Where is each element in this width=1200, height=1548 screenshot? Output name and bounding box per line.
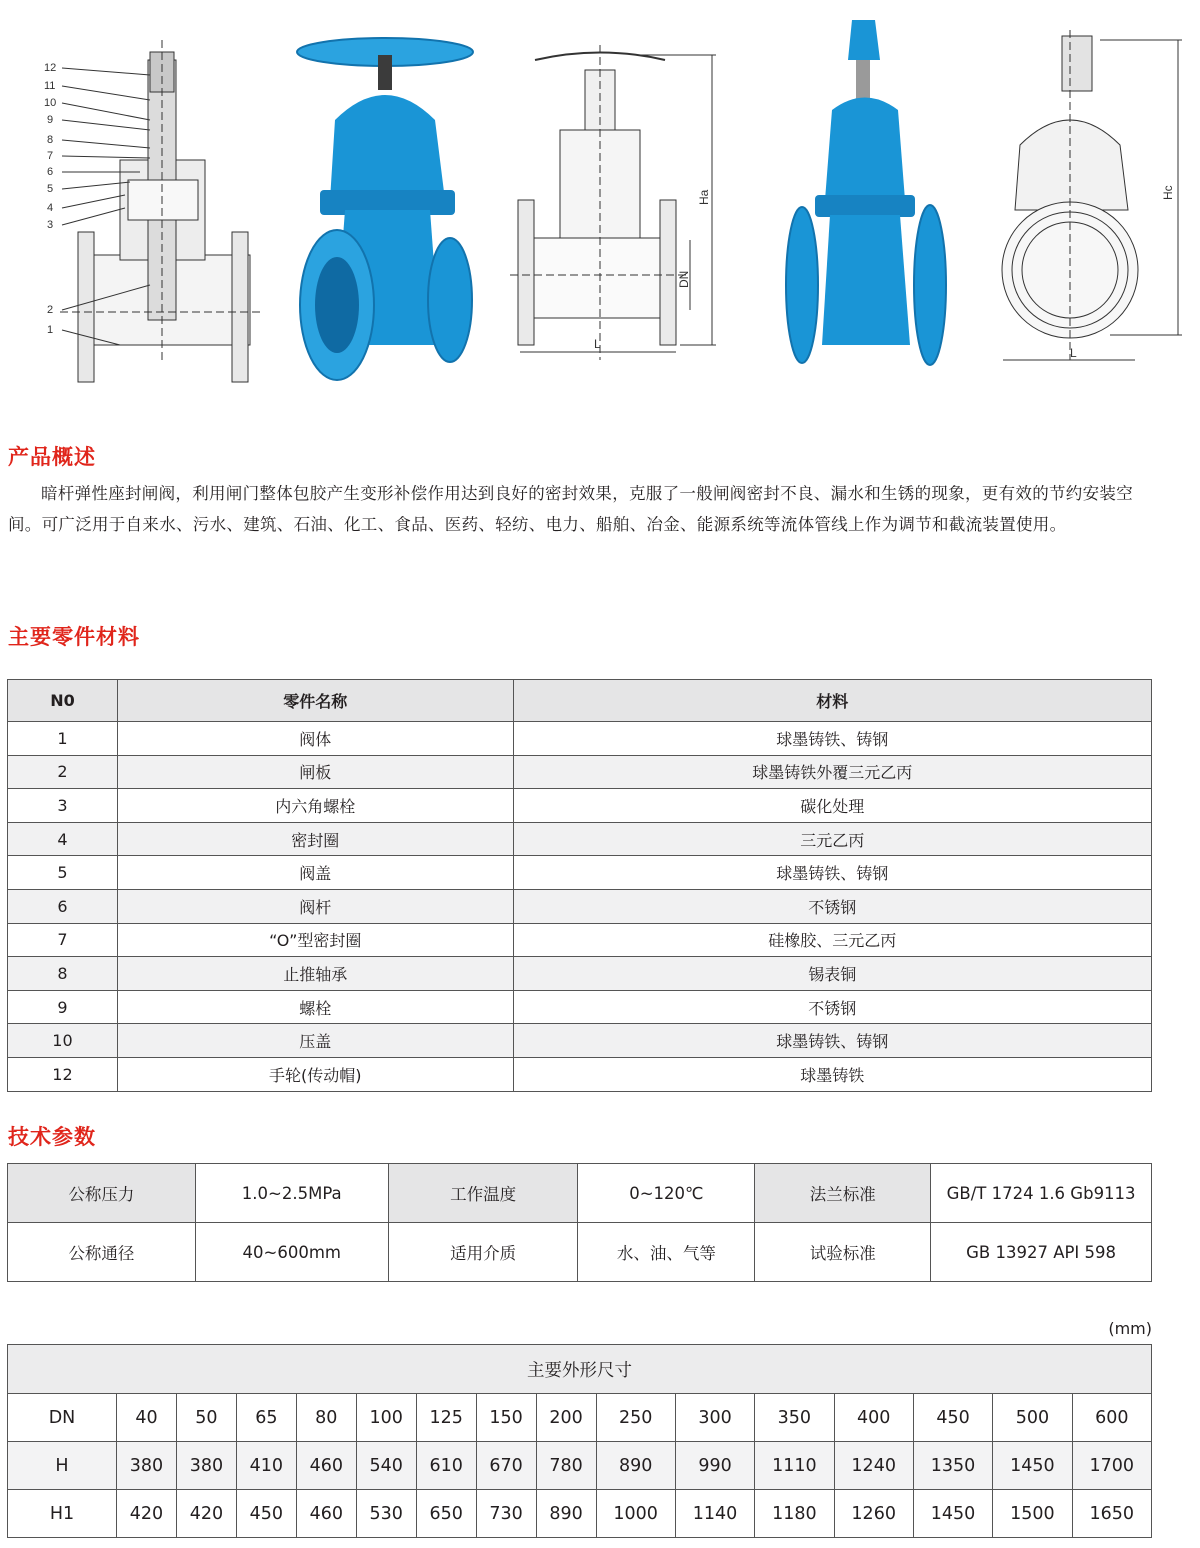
valve-photo-cap (786, 20, 946, 365)
part-name: 密封圈 (117, 822, 513, 856)
dims-cell: 1260 (834, 1490, 913, 1538)
dims-cell: 1180 (755, 1490, 834, 1538)
dims-cell: 420 (117, 1490, 177, 1538)
dims-cell: 670 (476, 1442, 536, 1490)
part-name: 闸板 (117, 755, 513, 789)
part-no: 9 (8, 990, 118, 1024)
dims-cell: 650 (416, 1490, 476, 1538)
table-row (8, 1394, 1152, 1442)
dims-cell: 420 (176, 1490, 236, 1538)
dim-label-dn: DN (677, 270, 691, 288)
tech-value: GB/T 1724 1.6 Gb9113 (931, 1164, 1152, 1223)
tech-value: 0~120℃ (578, 1164, 755, 1223)
dims-cell: 300 (675, 1394, 754, 1442)
dims-cell: 400 (834, 1394, 913, 1442)
part-no: 4 (8, 822, 118, 856)
tech-label: 公称压力 (8, 1164, 196, 1223)
part-material: 锡表铜 (513, 957, 1151, 991)
part-no: 5 (8, 856, 118, 890)
tech-label: 法兰标准 (755, 1164, 931, 1223)
dims-header-row (8, 1345, 1152, 1394)
part-name: 阀杆 (117, 889, 513, 923)
tech-value: 1.0~2.5MPa (195, 1164, 388, 1223)
tech-heading: 技术参数 (8, 1125, 96, 1149)
dims-cell: 380 (176, 1442, 236, 1490)
dims-cell: 1500 (993, 1490, 1072, 1538)
dims-cell: 50 (176, 1394, 236, 1442)
dims-cell: 1450 (993, 1442, 1072, 1490)
tech-value: GB 13927 API 598 (931, 1223, 1152, 1282)
callout-7: 7 (47, 150, 54, 162)
part-material: 碳化处理 (513, 789, 1151, 823)
dims-cell: 1700 (1072, 1442, 1151, 1490)
sectional-drawing (60, 40, 260, 382)
callout-3: 3 (47, 219, 54, 231)
table-row (8, 1223, 1152, 1282)
part-material: 硅橡胶、三元乙丙 (513, 923, 1151, 957)
callout-2: 2 (47, 304, 54, 316)
dims-cell: 1650 (1072, 1490, 1151, 1538)
tech-value: 40~600mm (195, 1223, 388, 1282)
dims-cell: 990 (675, 1442, 754, 1490)
part-material: 球墨铸铁、铸钢 (513, 722, 1151, 756)
dims-table (7, 1344, 1152, 1538)
dims-cell: 460 (296, 1490, 356, 1538)
table-row (8, 1024, 1152, 1058)
dims-cell: 350 (755, 1394, 834, 1442)
tech-label: 试验标准 (755, 1223, 931, 1282)
dims-cell: 530 (356, 1490, 416, 1538)
tech-label: 适用介质 (388, 1223, 578, 1282)
part-no: 3 (8, 789, 118, 823)
part-name: 压盖 (117, 1024, 513, 1058)
table-row (8, 722, 1152, 756)
dims-cell: 1000 (596, 1490, 675, 1538)
part-name: 阀体 (117, 722, 513, 756)
dims-cell: 380 (117, 1442, 177, 1490)
part-name: 止推轴承 (117, 957, 513, 991)
table-row (8, 755, 1152, 789)
table-row (8, 1490, 1152, 1538)
parts-header-no: N0 (8, 680, 118, 722)
table-row (8, 957, 1152, 991)
callout-12: 12 (44, 62, 57, 74)
callout-8: 8 (47, 134, 54, 146)
dims-cell: 610 (416, 1442, 476, 1490)
dims-cell: 1140 (675, 1490, 754, 1538)
callout-1: 1 (47, 324, 54, 336)
part-no: 10 (8, 1024, 118, 1058)
table-row (8, 789, 1152, 823)
dims-cell: 600 (1072, 1394, 1151, 1442)
table-row (8, 856, 1152, 890)
part-no: 6 (8, 889, 118, 923)
dims-unit: (mm) (1108, 1319, 1152, 1338)
dimension-drawing-hc (1002, 30, 1182, 360)
table-row (8, 889, 1152, 923)
dim-label-hc: Hc (1161, 185, 1175, 200)
parts-header-name: 零件名称 (117, 680, 513, 722)
table-row (8, 1442, 1152, 1490)
part-no: 8 (8, 957, 118, 991)
dims-row-label: H (8, 1442, 117, 1490)
callout-labels (44, 62, 56, 336)
parts-table (7, 679, 1152, 1092)
part-name: “O”型密封圈 (117, 923, 513, 957)
part-material: 球墨铸铁外覆三元乙丙 (513, 755, 1151, 789)
callout-6: 6 (47, 166, 54, 178)
table-row (8, 990, 1152, 1024)
valve-photo-handwheel (297, 38, 473, 380)
tech-label: 工作温度 (388, 1164, 578, 1223)
dims-cell: 100 (356, 1394, 416, 1442)
callout-10: 10 (44, 97, 57, 109)
dims-cell: 460 (296, 1442, 356, 1490)
table-row (8, 822, 1152, 856)
part-name: 内六角螺栓 (117, 789, 513, 823)
dims-cell: 1350 (913, 1442, 992, 1490)
tech-value: 水、油、气等 (578, 1223, 755, 1282)
part-no: 12 (8, 1057, 118, 1091)
dims-cell: 890 (536, 1490, 596, 1538)
product-figures (0, 0, 1200, 400)
part-no: 1 (8, 722, 118, 756)
dims-cell: 1240 (834, 1442, 913, 1490)
callout-9: 9 (47, 114, 54, 126)
callout-4: 4 (47, 202, 54, 214)
dims-cell: 450 (236, 1490, 296, 1538)
dims-cell: 125 (416, 1394, 476, 1442)
dims-cell: 450 (913, 1394, 992, 1442)
part-name: 手轮(传动帽) (117, 1057, 513, 1091)
dims-cell: 540 (356, 1442, 416, 1490)
parts-header-row (8, 680, 1152, 722)
overview-heading: 产品概述 (8, 445, 96, 469)
table-row (8, 923, 1152, 957)
parts-heading: 主要零件材料 (8, 625, 140, 649)
dims-cell: 780 (536, 1442, 596, 1490)
parts-header-material: 材料 (513, 680, 1151, 722)
dim-label-l2: L (1070, 346, 1077, 360)
dims-title: 主要外形尺寸 (8, 1345, 1152, 1394)
dims-cell: 1450 (913, 1490, 992, 1538)
dims-row-label: H1 (8, 1490, 117, 1538)
overview-text: 暗杆弹性座封闸阀，利用闸门整体包胶产生变形补偿作用达到良好的密封效果，克服了一般闸阀密封不良、漏水和生锈的现象，更有效的节约安装空间。可广泛用于自来水、污水、建筑、石油、化工、食品、医药、轻纺、电力、船舶、冶金、能源系统等流体管线上作为调节和截流装置使用。 (8, 484, 1133, 534)
part-no: 2 (8, 755, 118, 789)
part-name: 螺栓 (117, 990, 513, 1024)
tech-label: 公称通径 (8, 1223, 196, 1282)
dims-cell: 410 (236, 1442, 296, 1490)
dims-cell: 200 (536, 1394, 596, 1442)
dimension-drawing-ha (510, 45, 716, 360)
part-material: 三元乙丙 (513, 822, 1151, 856)
callout-5: 5 (47, 183, 54, 195)
part-material: 球墨铸铁、铸钢 (513, 856, 1151, 890)
dims-cell: 150 (476, 1394, 536, 1442)
table-row (8, 1057, 1152, 1091)
dim-label-ha: Ha (697, 189, 711, 205)
part-material: 球墨铸铁 (513, 1057, 1151, 1091)
dims-row-label: DN (8, 1394, 117, 1442)
dim-label-l: L (594, 337, 601, 351)
dims-cell: 500 (993, 1394, 1072, 1442)
part-name: 阀盖 (117, 856, 513, 890)
part-material: 不锈钢 (513, 990, 1151, 1024)
dims-cell: 730 (476, 1490, 536, 1538)
part-material: 不锈钢 (513, 889, 1151, 923)
dims-cell: 65 (236, 1394, 296, 1442)
part-no: 7 (8, 923, 118, 957)
callout-11: 11 (44, 80, 56, 92)
part-material: 球墨铸铁、铸钢 (513, 1024, 1151, 1058)
dims-cell: 250 (596, 1394, 675, 1442)
dims-cell: 890 (596, 1442, 675, 1490)
dims-cell: 40 (117, 1394, 177, 1442)
dims-cell: 80 (296, 1394, 356, 1442)
tech-table (7, 1163, 1152, 1282)
table-row (8, 1164, 1152, 1223)
dims-cell: 1110 (755, 1442, 834, 1490)
